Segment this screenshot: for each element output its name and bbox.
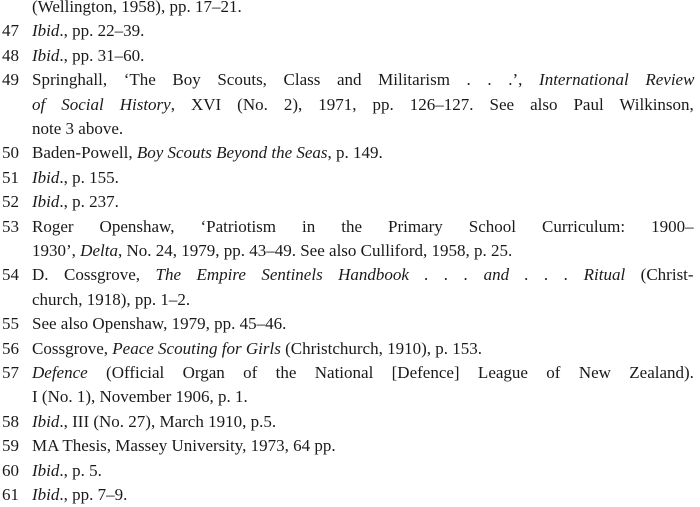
footnote-line [32, 215, 694, 239]
footnote-text: ., pp. 31–60. [59, 45, 145, 65]
footnote-text: , No. 24, 1979, pp. 43–49. See also Culliford, 1958, p. 25. [117, 240, 513, 260]
footnote-number: 52 [2, 192, 19, 212]
footnote-line [32, 312, 286, 336]
footnote-line [32, 166, 119, 190]
italic-title: Defence [32, 363, 88, 382]
footnote-text: (Official Organ of the National [Defence] League of New Zealand). [87, 363, 694, 382]
footnote-line [32, 483, 127, 507]
footnote-item [0, 410, 694, 434]
footnote-item [0, 215, 694, 264]
footnote-line [32, 361, 694, 385]
footnote-item [0, 263, 694, 312]
footnote-line [32, 0, 242, 19]
footnote-line [32, 117, 123, 141]
footnote-text: Baden-Powell, [32, 143, 137, 163]
footnote-item [0, 0, 694, 19]
footnote-text: ., pp. 7–9. [59, 485, 128, 504]
footnote-number: 59 [2, 436, 19, 456]
footnote-item [0, 483, 694, 507]
footnote-line [32, 263, 694, 287]
footnote-number: 61 [2, 485, 19, 504]
footnote-text: ., pp. 22–39. [59, 21, 145, 41]
footnote-number: 58 [2, 411, 19, 431]
footnote-line [32, 93, 694, 117]
footnote-text: note 3 above. [32, 118, 124, 138]
footnote-number: 51 [2, 167, 19, 187]
italic-title: Ibid [32, 45, 60, 65]
footnote-number: 48 [2, 45, 19, 65]
footnote-number: 53 [2, 216, 19, 236]
footnote-text: 1930’, [32, 240, 81, 260]
footnote-text: I (No. 1), November 1906, p. 1. [32, 387, 248, 407]
italic-title: International Review [539, 70, 695, 90]
footnote-text: church, 1918), pp. 1–2. [32, 289, 191, 309]
footnote-item [0, 141, 694, 165]
footnote-line [32, 288, 190, 312]
footnote-text: (Christchurch, 1910), p. 153. [280, 338, 482, 358]
footnote-item [0, 190, 694, 214]
footnote-line [32, 44, 144, 68]
footnote-number: 54 [2, 265, 19, 285]
footnote-text: (Wellington, 1958), pp. 17–21. [32, 0, 242, 16]
footnote-item [0, 312, 694, 336]
footnote-text: ., III (No. 27), March 1910, p.5. [59, 411, 277, 431]
footnote-text: D. Cossgrove, [32, 265, 156, 285]
italic-title: Ibid [32, 167, 60, 187]
footnote-line [32, 337, 482, 361]
footnote-text: ., p. 155. [59, 167, 119, 187]
footnote-line [32, 141, 383, 165]
footnote-item [0, 44, 694, 68]
italic-title: Ibid [32, 460, 60, 480]
footnote-item [0, 19, 694, 43]
footnote-number: 50 [2, 143, 19, 163]
italic-title: The Empire Sentinels Handbook . . . and . . . Ritual [155, 265, 626, 285]
footnote-line [32, 190, 119, 214]
footnote-text: MA Thesis, Massey University, 1973, 64 pp. [32, 436, 336, 456]
italic-title: of Social History [32, 94, 171, 114]
footnote-line [32, 239, 512, 263]
italic-title: Boy Scouts Beyond the Seas [136, 143, 328, 163]
footnote-text: Roger Openshaw, ‘Patriotism in the Primary School Curriculum: 1900– [32, 216, 694, 236]
footnote-line [32, 459, 102, 483]
footnote-item [0, 68, 694, 141]
footnote-number: 47 [2, 21, 19, 41]
footnote-text: Cossgrove, [32, 338, 113, 358]
footnote-text: ., p. 5. [59, 460, 102, 480]
footnote-number: 49 [2, 70, 19, 90]
footnote-item [0, 166, 694, 190]
footnote-line [32, 68, 694, 92]
footnote-text: Springhall, ‘The Boy Scouts, Class and Militarism . . .’, [32, 70, 540, 90]
footnote-line [32, 410, 276, 434]
footnote-item [0, 337, 694, 361]
footnote-text: (Christ- [625, 265, 694, 285]
footnote-line [32, 19, 144, 43]
italic-title: Ibid [32, 21, 60, 41]
footnote-number: 57 [2, 363, 19, 382]
italic-title: Ibid [32, 192, 60, 212]
footnote-text: , p. 149. [327, 143, 383, 163]
footnote-item [0, 434, 694, 458]
italic-title: Ibid [32, 485, 60, 504]
footnote-number: 56 [2, 338, 19, 358]
footnote-line [32, 385, 248, 409]
footnote-number: 60 [2, 460, 19, 480]
footnote-text: See also Openshaw, 1979, pp. 45–46. [32, 314, 287, 334]
footnote-line [32, 434, 336, 458]
footnote-text: ., p. 237. [59, 192, 119, 212]
footnote-number: 55 [2, 314, 19, 334]
italic-title: Delta [80, 240, 118, 260]
footnote-item [0, 361, 694, 410]
footnote-item [0, 459, 694, 483]
italic-title: Ibid [32, 411, 60, 431]
footnote-text: , XVI (No. 2), 1971, pp. 126–127. See also Paul Wilkinson, [170, 94, 694, 114]
italic-title: Peace Scouting for Girls [112, 338, 281, 358]
